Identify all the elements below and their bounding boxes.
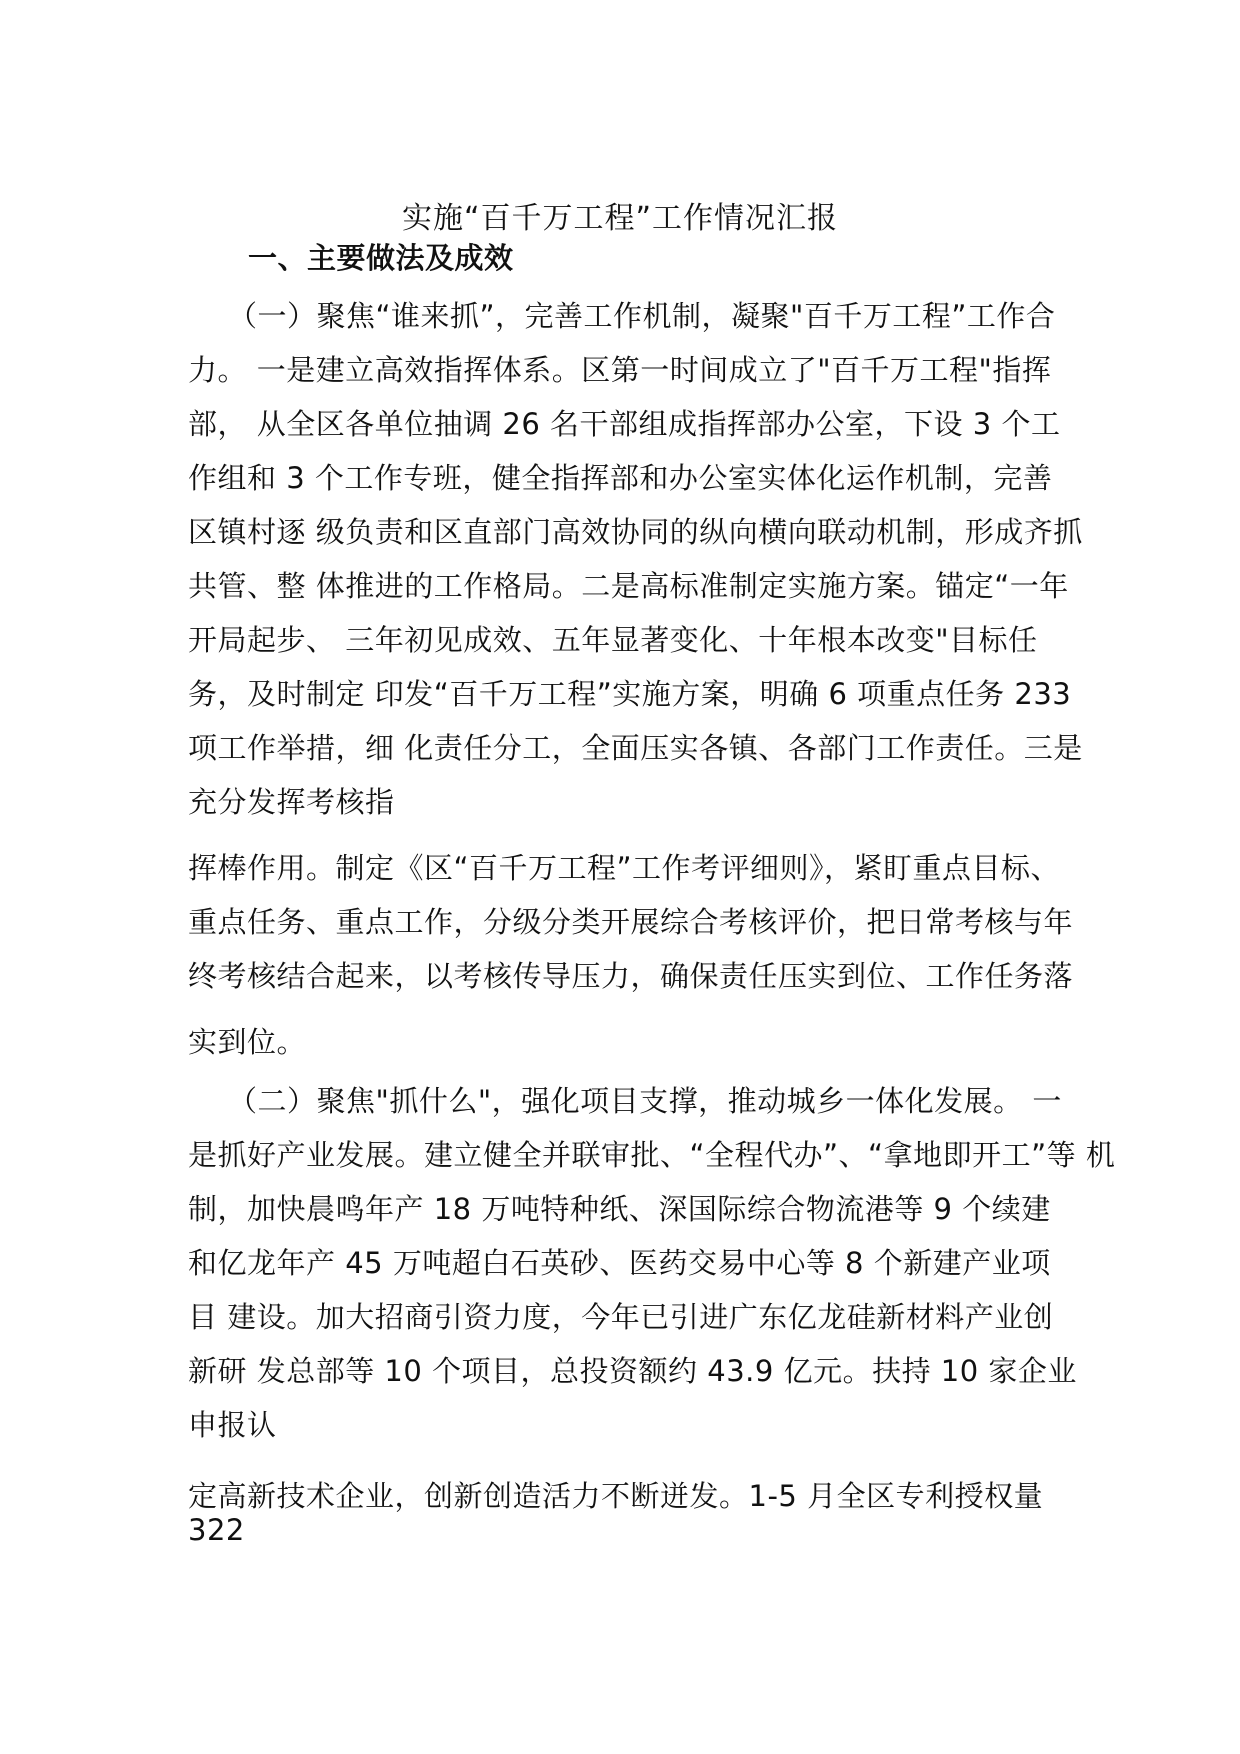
paragraph-line: 目 建设。加大招商引资力度，今年已引进广东亿龙硅新材料产业创 (188, 1300, 1054, 1334)
document-title: 实施“百千万工程”工作情况汇报 (401, 201, 839, 236)
paragraph-line: 定高新技术企业，创新创造活力不断迸发。1-5 月全区专利授权量 (188, 1479, 1044, 1513)
paragraph-line: 322 (188, 1513, 245, 1547)
paragraph-line: 申报认 (188, 1408, 277, 1442)
paragraph-line: 实到位。 (188, 1025, 307, 1059)
paragraph-line: 开局起步、 三年初见成效、五年显著变化、十年根本改变"目标任 (188, 623, 1038, 657)
paragraph-line: 制，加快晨鸣年产 18 万吨特种纸、深国际综合物流港等 9 个续建 (188, 1192, 1051, 1226)
paragraph-line: 终考核结合起来，以考核传导压力，确保责任压实到位、工作任务落 (188, 959, 1074, 993)
section-heading: 一、主要做法及成效 (248, 241, 514, 275)
paragraph-line: 共管、整 体推进的工作格局。二是高标准制定实施方案。锚定“一年 (188, 569, 1069, 603)
paragraph-line: 重点任务、重点工作，分级分类开展综合考核评价，把日常考核与年 (188, 905, 1074, 939)
paragraph-line: 和亿龙年产 45 万吨超白石英砂、医药交易中心等 8 个新建产业项 (188, 1246, 1051, 1280)
paragraph-line: 是抓好产业发展。建立健全并联审批、“全程代办”、“拿地即开工”等 机 (188, 1138, 1116, 1172)
paragraph-line: 作组和 3 个工作专班，健全指挥部和办公室实体化运作机制，完善 (188, 461, 1053, 495)
paragraph-line: 充分发挥考核指 (188, 785, 395, 819)
paragraph-line: 区镇村逐 级负责和区直部门高效协同的纵向横向联动机制，形成齐抓 (188, 515, 1083, 549)
paragraph-line: 新研 发总部等 10 个项目，总投资额约 43.9 亿元。扶持 10 家企业 (188, 1354, 1077, 1388)
paragraph-line: 挥棒作用。制定《区“百千万工程”工作考评细则》，紧盯重点目标、 (188, 851, 1061, 885)
paragraph-line: （一）聚焦“谁来抓”，完善工作机制，凝聚"百千万工程”工作合 (228, 299, 1056, 333)
paragraph-line: 力。 一是建立高效指挥体系。区第一时间成立了"百千万工程"指挥 (188, 353, 1052, 387)
paragraph-line: （二）聚焦"抓什么"，强化项目支撑，推动城乡一体化发展。 一 (228, 1084, 1062, 1118)
paragraph-line: 务，及时制定 印发“百千万工程”实施方案，明确 6 项重点任务 233 (188, 677, 1072, 711)
paragraph-line: 部， 从全区各单位抽调 26 名干部组成指挥部办公室，下设 3 个工 (188, 407, 1061, 441)
paragraph-line: 项工作举措，细 化责任分工，全面压实各镇、各部门工作责任。三是 (188, 731, 1083, 765)
